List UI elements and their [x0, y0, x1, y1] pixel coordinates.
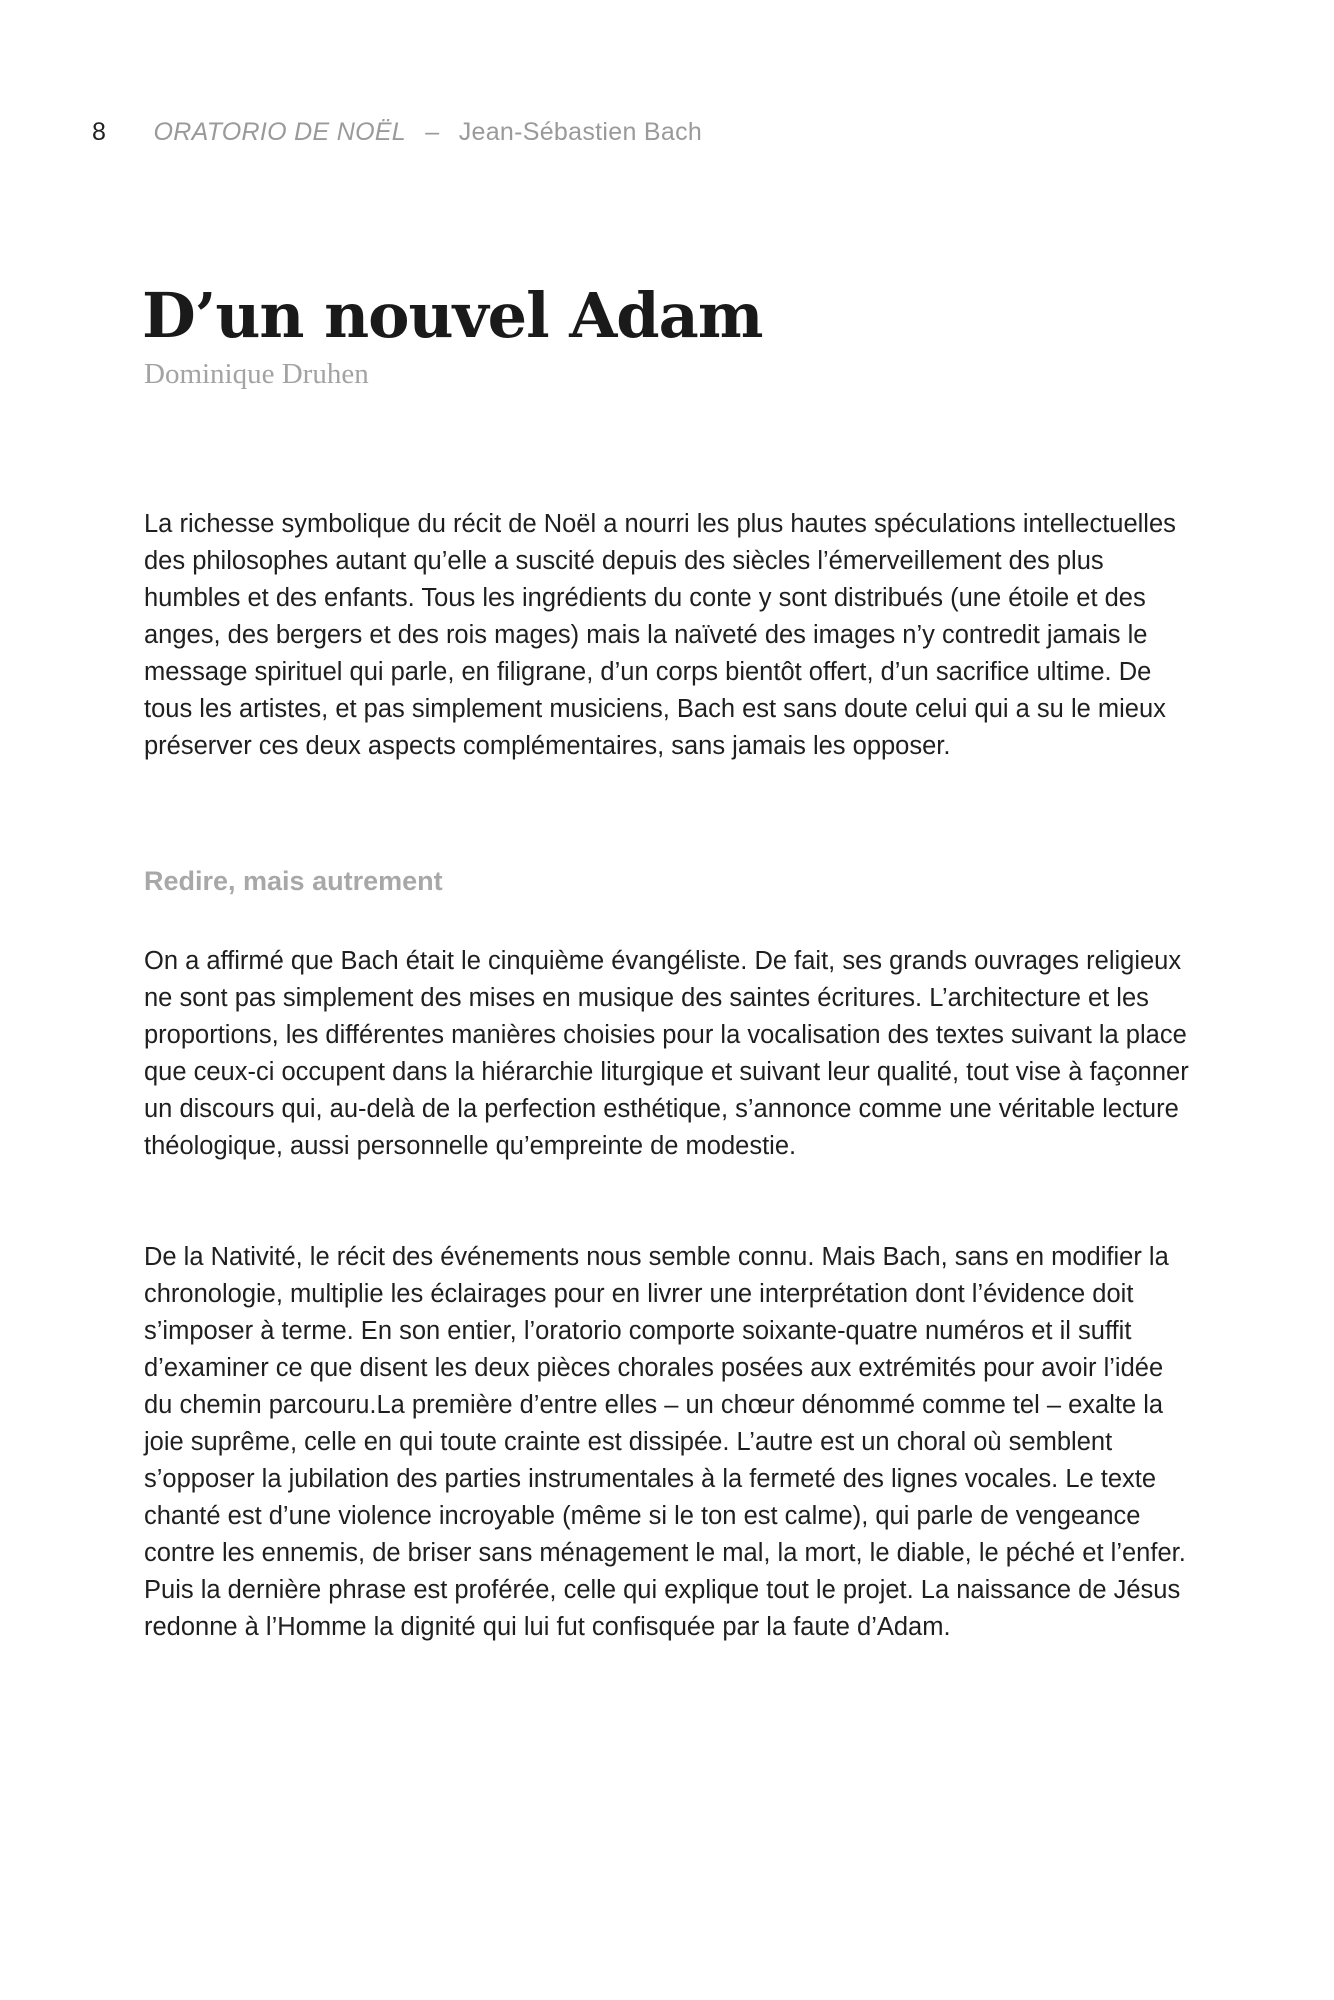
- header-separator: –: [425, 118, 440, 146]
- section-heading: Redire, mais autrement: [144, 866, 443, 896]
- running-head: [92, 118, 702, 147]
- body-paragraph: On a affirmé que Bach était le cinquième évangéliste. De fait, ses grands ouvrages religieux ne sont pas simplement des mises en musique des saintes écritures. L’architecture et les proportions, les différentes manières choisies pour la vocalisation des textes suivant la place que ceux-ci occupent dans la hiérarchie liturgique et suivant leur qualité, tout vise à façonner un discours qui, au-delà de la perfection esthétique, s’annonce comme une véritable lecture théologique, aussi personnelle qu’empreinte de modestie.: [144, 947, 1189, 1160]
- composer-name: Jean-Sébastien Bach: [458, 118, 703, 146]
- body-paragraph: De la Nativité, le récit des événements nous semble connu. Mais Bach, sans en modifier la chronologie, multiplie les éclairages pour en livrer une interprétation dont l’évidence doit s’imposer à terme. En son entier, l’oratorio comporte soixante-quatre numéros et il suffit d’examiner ce que disent les deux pièces chorales posées aux extrémités pour avoir l’idée du chemin parcouru.La première d’entre elles – un chœur dénommé comme tel – exalte la joie suprême, celle en qui toute crainte est dissipée. L’autre est un choral où semblent s’opposer la jubilation des parties instrumentales à la fermeté des lignes vocales. Le texte chanté est d’une violence incroyable (même si le ton est calme), qui parle de vengeance contre les ennemis, de briser sans ménagement le mal, la mort, le diable, le péché et l’enfer. Puis la dernière phrase est proférée, celle qui explique tout le projet. La naissance de Jésus redonne à l’Homme la dignité qui lui fut confisquée par la faute d’Adam.: [144, 1243, 1186, 1641]
- article-author: Dominique Druhen: [144, 358, 369, 390]
- page-number: 8: [92, 118, 107, 146]
- work-title: ORATORIO DE NOËL: [153, 118, 406, 146]
- article-title: D’un nouvel Adam: [142, 279, 763, 352]
- intro-paragraph: La richesse symbolique du récit de Noël a nourri les plus hautes spéculations intellectuelles des philosophes autant qu’elle a suscité depuis des siècles l’émerveillement des plus humbles et des enfants. Tous les ingrédients du conte y sont distribués (une étoile et des anges, des bergers et des rois mages) mais la naïveté des images n’y contredit jamais le message spirituel qui parle, en filigrane, d’un corps bientôt offert, d’un sacrifice ultime. De tous les artistes, et pas simplement musiciens, Bach est sans doute celui qui a su le mieux préserver ces deux aspects complémentaires, sans jamais les opposer.: [144, 510, 1176, 760]
